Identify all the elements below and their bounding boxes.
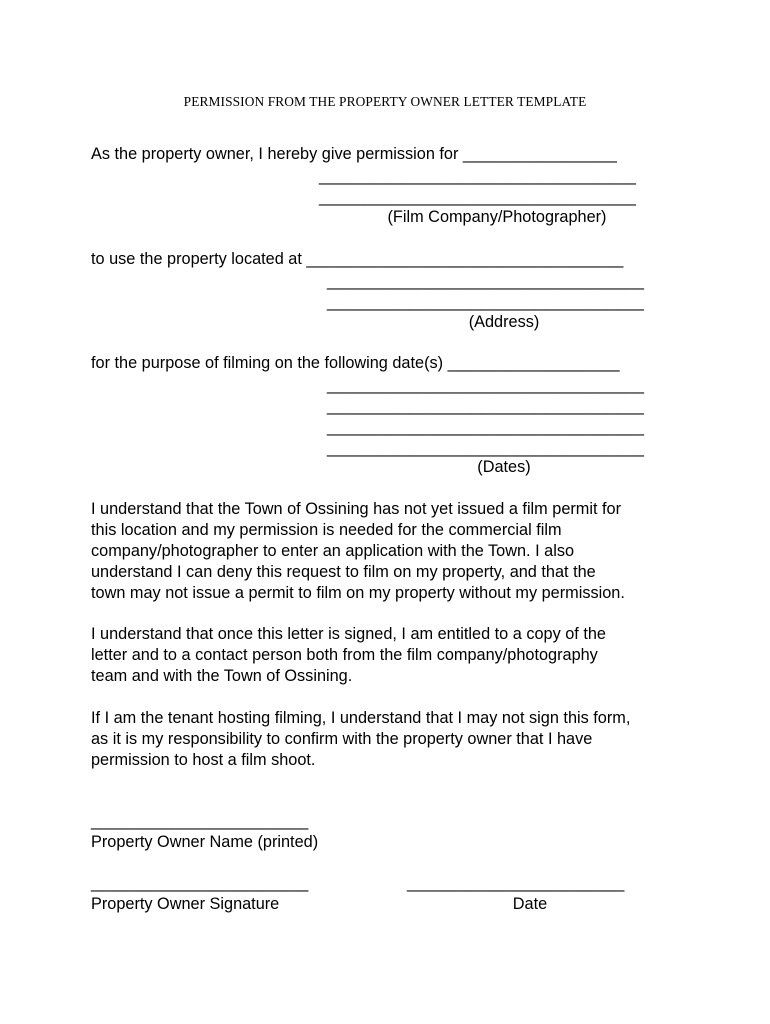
- film-company-blank-line: ___________________________________: [319, 188, 636, 206]
- date-blank-line: ________________________: [407, 874, 625, 892]
- paragraph-line: as it is my responsibility to confirm with the property owner that I have: [91, 730, 593, 748]
- dates-caption: (Dates): [477, 458, 531, 476]
- owner-signature-label: Property Owner Signature: [91, 895, 280, 913]
- permission-intro-text: As the property owner, I hereby give permission for _________________: [91, 145, 617, 163]
- paragraph-line: this location and my permission is needed for the commercial film: [91, 521, 562, 539]
- paragraph-permit-notice: [91, 499, 691, 604]
- address-blank-line: ___________________________________: [327, 293, 644, 311]
- paragraph-line: permission to host a film shoot.: [91, 751, 316, 769]
- address-blank-line: ___________________________________: [327, 272, 644, 290]
- paragraph-line: town may not issue a permit to film on my property without my permission.: [91, 584, 625, 602]
- owner-signature-blank-line: ________________________: [91, 874, 309, 892]
- address-caption: (Address): [468, 313, 540, 331]
- paragraph-line: I understand that the Town of Ossining has not yet issued a film permit for: [91, 500, 622, 518]
- owner-name-blank-line: ________________________: [91, 812, 309, 830]
- address-intro-text: to use the property located at ___________________________________: [91, 250, 624, 268]
- dates-intro-text: for the purpose of filming on the following date(s) ___________________: [91, 354, 620, 372]
- paragraph-line: company/photographer to enter an application with the Town. I also: [91, 542, 575, 560]
- paragraph-line: understand I can deny this request to film on my property, and that the: [91, 563, 596, 581]
- paragraph-line: If I am the tenant hosting filming, I understand that I may not sign this form,: [91, 709, 631, 727]
- paragraph-line: team and with the Town of Ossining.: [91, 667, 353, 685]
- dates-blank-line: ___________________________________: [327, 397, 644, 415]
- film-company-blank-line: ___________________________________: [319, 167, 636, 185]
- owner-name-label: Property Owner Name (printed): [91, 833, 319, 851]
- paragraph-line: I understand that once this letter is signed, I am entitled to a copy of the: [91, 625, 606, 643]
- paragraph-copy-entitlement: [91, 624, 691, 687]
- dates-blank-line: ___________________________________: [327, 439, 644, 457]
- paragraph-tenant-notice: [91, 708, 691, 771]
- dates-blank-line: ___________________________________: [327, 376, 644, 394]
- dates-blank-line: ___________________________________: [327, 418, 644, 436]
- paragraph-line: letter and to a contact person both from the film company/photography: [91, 646, 598, 664]
- film-company-caption: (Film Company/Photographer): [387, 208, 607, 226]
- date-label: Date: [512, 895, 548, 913]
- page-title: PERMISSION FROM THE PROPERTY OWNER LETTER TEMPLATE: [183, 94, 587, 109]
